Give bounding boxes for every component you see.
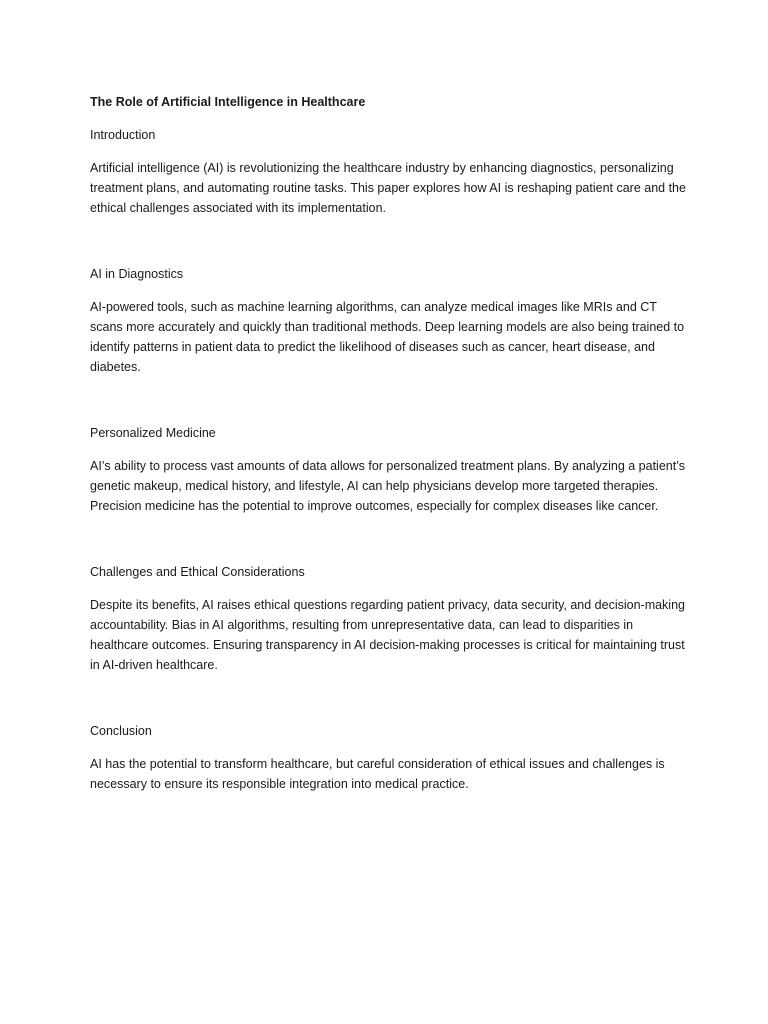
section-body-introduction: Artificial intelligence (AI) is revolutionizing the healthcare industry by enhancing diagnostics, personalizing treatment plans, and automating routine tasks. This paper explores how AI is reshaping patient care and the ethical challenges associated with its implementation. [90,161,686,215]
section-body-ai-in-diagnostics: AI-powered tools, such as machine learning algorithms, can analyze medical images like MRIs and CT scans more accurately and quickly than traditional methods. Deep learning models are also being trained to identify patterns in patient data to predict the likelihood of diseases such as cancer, heart disease, and diabetes. [90,300,685,374]
section-challenges-ethics [90,562,690,675]
section-body-conclusion: AI has the potential to transform healthcare, but careful consideration of ethical issues and challenges is necessary to ensure its responsible integration into medical practice. [90,757,665,791]
section-ai-in-diagnostics [90,264,690,377]
section-personalized-medicine [90,423,690,516]
section-heading-conclusion: Conclusion [90,724,152,738]
section-body-challenges-ethics: Despite its benefits, AI raises ethical questions regarding patient privacy, data security, and decision-making accountability. Bias in AI algorithms, resulting from unrepresentative data, can lead to disparities in healthcare outcomes. Ensuring transparency in AI decision-making processes is critical for maintaining trust in AI-driven healthcare. [90,598,685,672]
section-heading-personalized-medicine: Personalized Medicine [90,426,216,440]
section-heading-challenges-ethics: Challenges and Ethical Considerations [90,565,305,579]
section-heading-introduction: Introduction [90,128,156,142]
section-conclusion [90,721,690,794]
document-title: The Role of Artificial Intelligence in Healthcare [90,95,366,109]
section-heading-ai-in-diagnostics: AI in Diagnostics [90,267,184,281]
section-body-personalized-medicine: AI’s ability to process vast amounts of data allows for personalized treatment plans. By analyzing a patient’s genetic makeup, medical history, and lifestyle, AI can help physicians develop more targeted therapies. Precision medicine has the potential to improve outcomes, especially for complex diseases like cancer. [90,459,685,513]
document-body [90,92,690,794]
section-introduction [90,125,690,218]
